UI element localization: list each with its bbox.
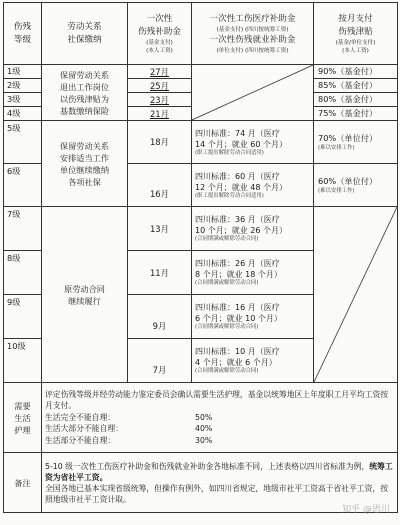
table-row-level-1 bbox=[4, 65, 398, 79]
subsidy-months-value: 21月 bbox=[149, 108, 170, 119]
medical-standard bbox=[192, 121, 314, 164]
header-allowance-line2: 伤残津贴 bbox=[338, 26, 373, 37]
care-label-line2: 生活 bbox=[14, 412, 31, 423]
header-allowance-line1: 按月支付 bbox=[338, 13, 373, 24]
medical-line1: 四川标准：16 月（医疗 bbox=[195, 303, 280, 312]
subsidy-months-value: 27月 bbox=[149, 66, 170, 77]
medical-not-applicable-1-4 bbox=[192, 65, 314, 121]
labor-g1-line3: 以伤残津贴为 bbox=[59, 93, 110, 104]
medical-note: (职工提出解除劳动合同适用) bbox=[195, 192, 264, 199]
allowance-not-applicable-7-10 bbox=[314, 207, 398, 383]
subsidy-months: 13月 bbox=[128, 207, 192, 251]
injury-compensation-table bbox=[3, 2, 398, 513]
watermark: 知乎 @恩川 bbox=[342, 505, 390, 515]
allowance-value: 80%（基金付） bbox=[314, 93, 398, 107]
labor-g1-line1: 保留劳动关系 bbox=[59, 69, 110, 80]
diagonal-slash-icon bbox=[314, 207, 397, 382]
labor-group-2 bbox=[42, 121, 128, 207]
medical-line1: 四川标准：60 月（医疗 bbox=[195, 171, 280, 181]
care-label-line3: 护理 bbox=[14, 424, 31, 435]
header-subsidy-line1: 一次性 bbox=[146, 13, 173, 24]
care-item-value: 40% bbox=[195, 424, 213, 434]
medical-standard bbox=[192, 207, 314, 251]
medical-line2: 4 个月；就业 6 个月） bbox=[195, 358, 277, 367]
notes-label: 备注 bbox=[4, 453, 42, 513]
table-row-level-5 bbox=[4, 121, 398, 164]
medical-line1: 四川标准：26 月（医疗 bbox=[195, 259, 280, 268]
level-label: 3级 bbox=[4, 93, 42, 107]
medical-line1: 四川标准：74 月（医疗 bbox=[195, 128, 280, 138]
header-subsidy-line3: (基金支付) bbox=[146, 39, 173, 46]
header-allowance bbox=[314, 3, 398, 65]
subsidy-months: 9月 bbox=[128, 295, 192, 339]
header-employment-sub: (单位支付) (四川按统筹工资) bbox=[216, 47, 289, 54]
medical-line1: 四川标准：36 月（医疗 bbox=[195, 215, 280, 224]
table-row-level-7 bbox=[4, 207, 398, 251]
subsidy-months bbox=[128, 65, 192, 79]
allowance-note: (难以安排工作) bbox=[318, 188, 355, 194]
header-employment-title: 一次性伤残就业补助金 bbox=[209, 34, 296, 45]
notes-row bbox=[4, 453, 398, 513]
level-label: 4级 bbox=[4, 107, 42, 121]
header-subsidy-line2: 伤残补助金 bbox=[138, 26, 181, 37]
allowance-value: 75%（基金付） bbox=[314, 107, 398, 121]
allowance-value: 90%（基金付） bbox=[314, 65, 398, 79]
level-label: 8级 bbox=[4, 251, 42, 295]
labor-g2-line2: 安排适当工作 bbox=[59, 152, 110, 163]
level-label: 10级 bbox=[4, 339, 42, 383]
labor-g2-line3: 单位继续缴纳 bbox=[59, 164, 110, 175]
header-allowance-line4: (本人工资) bbox=[342, 47, 369, 54]
diagonal-slash-icon bbox=[192, 65, 313, 120]
medical-note: (职工提出解除劳动合同适用) bbox=[195, 149, 264, 156]
level-label: 2级 bbox=[4, 79, 42, 93]
care-item-label: 生活部分不能自理： bbox=[45, 435, 116, 445]
medical-note: (合同期满或解除劳动合同) bbox=[195, 368, 259, 374]
header-labor bbox=[42, 3, 128, 65]
care-label-line1: 需要 bbox=[14, 400, 31, 411]
medical-line1: 四川标准：10 月（医疗 bbox=[195, 347, 280, 356]
medical-standard bbox=[192, 339, 314, 383]
allowance-note: (难以安排工作) bbox=[318, 145, 355, 151]
medical-line2: 8 个月；就业 18 个月） bbox=[195, 270, 282, 279]
subsidy-months bbox=[128, 79, 192, 93]
subsidy-months: 16月 bbox=[128, 164, 192, 207]
header-medical-employment bbox=[192, 3, 314, 65]
care-item-label: 生活大部分不能自理： bbox=[45, 424, 123, 434]
labor-g2-line1: 保留劳动关系 bbox=[59, 140, 110, 151]
medical-line2: 12 个月；就业 48 个月） bbox=[195, 182, 287, 192]
level-label: 6级 bbox=[4, 164, 42, 207]
subsidy-months bbox=[128, 93, 192, 107]
allowance-value: 60%（单位付） bbox=[318, 176, 378, 186]
medical-line2: 6 个月；就业 10 个月） bbox=[195, 314, 282, 323]
medical-line2: 10 个月；就业 26 个月） bbox=[195, 226, 287, 235]
notes-line1 bbox=[45, 461, 394, 483]
labor-g3-line2: 继续履行 bbox=[68, 295, 101, 306]
level-label: 1级 bbox=[4, 65, 42, 79]
notes-line1-bold: 统筹工资为省社平工资。 bbox=[45, 461, 393, 482]
medical-note: (合同期满或解除劳动合同) bbox=[195, 324, 259, 330]
notes-line1-text: 5-10 级一次性工伤医疗补助金和伤残就业补助金各地标准不同，上述表格以四川省标准为例， bbox=[45, 461, 370, 471]
subsidy-months: 7月 bbox=[128, 339, 192, 383]
care-item-value: 30% bbox=[195, 435, 213, 445]
subsidy-months-value: 25月 bbox=[149, 80, 170, 91]
labor-group-1 bbox=[42, 65, 128, 121]
header-level bbox=[4, 3, 42, 65]
care-content bbox=[42, 383, 398, 453]
allowance-cell bbox=[314, 121, 398, 164]
subsidy-months: 18月 bbox=[128, 121, 192, 164]
header-subsidy-line4: (本人工资) bbox=[146, 47, 173, 54]
labor-g1-line2: 退出工作岗位 bbox=[59, 81, 110, 92]
labor-g3-line1: 原劳动合同 bbox=[64, 283, 105, 294]
care-item bbox=[45, 435, 394, 447]
header-level-line1: 伤残 bbox=[13, 21, 32, 32]
medical-note: (合同期满或解除劳动合同) bbox=[195, 280, 259, 286]
allowance-value: 70%（单位付） bbox=[318, 133, 378, 143]
allowance-cell bbox=[314, 164, 398, 207]
care-label bbox=[4, 383, 42, 453]
subsidy-months: 11月 bbox=[128, 251, 192, 295]
labor-group-3 bbox=[42, 207, 128, 383]
allowance-value: 85%（基金付） bbox=[314, 79, 398, 93]
labor-g1-line4: 基数缴纳保险 bbox=[59, 105, 110, 116]
header-level-line2: 等级 bbox=[13, 34, 32, 45]
level-label: 7级 bbox=[4, 207, 42, 251]
level-label: 9级 bbox=[4, 295, 42, 339]
header-allowance-line3: (基金/单位支付) bbox=[335, 39, 376, 46]
header-disability-subsidy bbox=[128, 3, 192, 65]
medical-standard bbox=[192, 251, 314, 295]
medical-standard bbox=[192, 164, 314, 207]
care-item-label: 生活完全不能自理： bbox=[45, 412, 116, 422]
care-row bbox=[4, 383, 398, 453]
header-medical-title: 一次性工伤医疗补助金 bbox=[209, 13, 296, 24]
header-medical-sub: (基金支付) (四川按统筹工资) bbox=[216, 26, 289, 33]
header-labor-line1: 劳动关系 bbox=[67, 21, 102, 32]
header-labor-line2: 社保缴纳 bbox=[67, 34, 102, 45]
medical-line2: 14 个月；就业 60 个月） bbox=[195, 139, 287, 149]
care-item-value: 50% bbox=[195, 412, 213, 422]
medical-standard bbox=[192, 295, 314, 339]
subsidy-months-value: 23月 bbox=[149, 94, 170, 105]
care-item bbox=[45, 423, 394, 435]
table-header-row bbox=[4, 3, 398, 65]
subsidy-months bbox=[128, 107, 192, 121]
care-item bbox=[45, 412, 394, 424]
care-intro: 评定伤残等级并经劳动能力鉴定委员会确认需要生活护理，基金以统筹地区上年度职工月平均工资按月支付。 bbox=[45, 389, 389, 411]
medical-note: (合同期满或解除劳动合同) bbox=[195, 236, 259, 242]
labor-g2-line4: 各项社保 bbox=[68, 176, 101, 187]
level-label: 5级 bbox=[4, 121, 42, 164]
notes-line2: 全国各地已基本实现省级统筹，但操作有例外，如四川省规定，地级市社平工资高于省社平工资，按照地级市社平工资计取。 bbox=[45, 483, 389, 504]
